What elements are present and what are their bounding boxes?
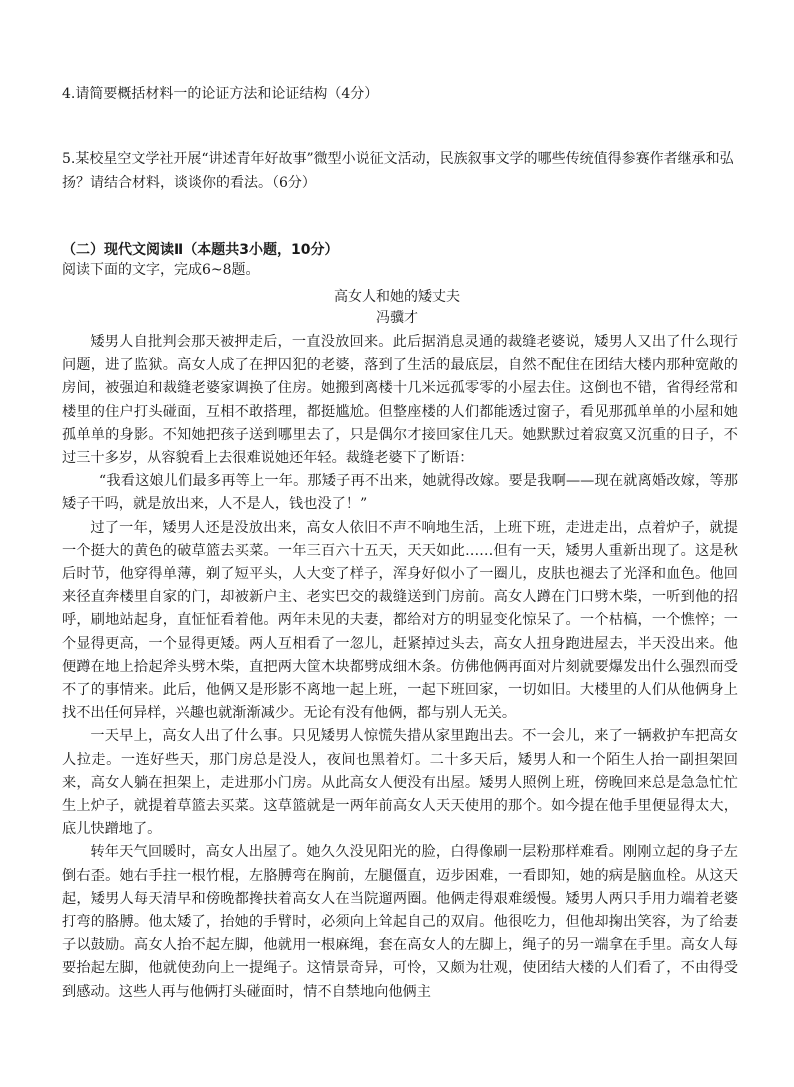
section-instruction: 阅读下面的文字，完成6~8题。: [62, 262, 260, 278]
story-paragraph-quote: “我看这娘儿们最多再等上一年。那矮子再不出来，她就得改嫁。要是我啊——现在就离婚改嫁，等那矮子干吗，就是放出来，人不是人，钱也没了！”: [62, 473, 738, 513]
story-paragraph: 矮男人自批判会那天被押走后，一直没放回来。此后据消息灵通的裁缝老婆说，矮男人又出了什么现行问题，进了监狱。高女人成了在押囚犯的老婆，落到了生活的最底层，自然不配住在团结大楼内那种宽敞的房间，被强迫和裁缝老婆家调换了住房。她搬到离楼十几米远孤零零的小屋去住。这倒也不错，省得经常和楼里的住户打头碰面，互相不敢搭理，都挺尴尬。但整座楼的人们都能透过窗子，看见那孤单单的小屋和她孤单单的身影。不知她把孩子送到哪里去了，只是偶尔才接回家住几天。她默默过着寂寞又沉重的日子，不过三十多岁，从容貌看上去很难说她还年轻。裁缝老婆下了断语：: [62, 334, 738, 467]
story-title: 高女人和她的矮丈夫: [334, 289, 460, 305]
section-heading: （二）现代文阅读Ⅱ（本题共3小题，10分）: [62, 242, 339, 258]
story-paragraph: 过了一年，矮男人还是没放出来，高女人依旧不声不响地生活，上班下班，走进走出，点着炉子，就提一个挺大的黄色的破草篮去买菜。一年三百六十五天，天天如此……但有一天，矮男人重新出现了。这是秋后时节，他穿得单薄，剃了短平头，人大变了样子，浑身好似小了一圈儿，皮肤也褪去了光泽和血色。他回来径直奔楼里自家的门，却被新户主、老实巴交的裁缝送到门房前。高女人蹲在门口劈木柴，一听到他的招呼，刷地站起身，直怔怔看着他。两年未见的夫妻，都给对方的明显变化惊呆了。一个枯槁，一个憔悴；一个显得更高，一个显得更矮。两人互相看了一忽儿，赶紧掉过头去，高女人扭身跑进屋去，半天没出来。他便蹲在地上拾起斧头劈木柴，直把两大筐木块都劈成细木条。仿佛他俩再面对片刻就要爆发出什么强烈而受不了的事情来。此后，他俩又是形影不离地一起上班，一起下班回家，一切如旧。大楼里的人们从他俩身上找不出任何异样，兴趣也就渐渐减少。无论有没有他俩，都与别人无关。: [62, 519, 738, 722]
story-paragraph: 转年天气回暖时，高女人出屋了。她久久没见阳光的脸，白得像刷一层粉那样难看。刚刚立起的身子左倒右歪。她右手拄一根竹棍，左胳膊弯在胸前，左腿僵直，迈步困难，一看即知，她的病是脑血栓。从这天起，矮男人每天清早和傍晚都搀扶着高女人在当院遛两圈。他俩走得艰难缓慢。矮男人两只手用力端着老婆打弯的胳膊。他太矮了，抬她的手臂时，必须向上耸起自己的双肩。他很吃力，但他却掬出笑容，为了给妻子以鼓励。高女人抬不起左脚，他就用一根麻绳，套在高女人的左脚上，绳子的另一端拿在手里。高女人每要抬起左脚，他就使劲向上一提绳子。这情景奇异，可怜，又颇为壮观，使团结大楼的人们看了，不由得受到感动。这些人再与他俩打头碰面时，情不自禁地向他俩主: [62, 844, 738, 1000]
story-body: [62, 331, 738, 1004]
question-4: 4.请简要概括材料一的论证方法和论证结构（4分）: [62, 86, 379, 102]
story-paragraph: 一天早上，高女人出了什么事。只见矮男人惊慌失措从家里跑出去。不一会儿，来了一辆救护车把高女人拉走。一连好些天，那门房总是没人，夜间也黑着灯。二十多天后，矮男人和一个陌生人抬一副担架回来，高女人躺在担架上，走进那小门房。从此高女人便没有出屋。矮男人照例上班，傍晚回来总是急急忙忙生上炉子，就提着草篮去买菜。这草篮就是一两年前高女人天天使用的那个。如今提在他手里便显得太大，底儿快蹭地了。: [62, 728, 738, 838]
question-5: 5.某校星空文学社开展“讲述青年好故事”微型小说征文活动，民族叙事文学的哪些传统值得参赛作者继承和弘扬？请结合材料，谈谈你的看法。（6分）: [62, 151, 734, 191]
story-author: 冯骥才: [376, 310, 418, 326]
